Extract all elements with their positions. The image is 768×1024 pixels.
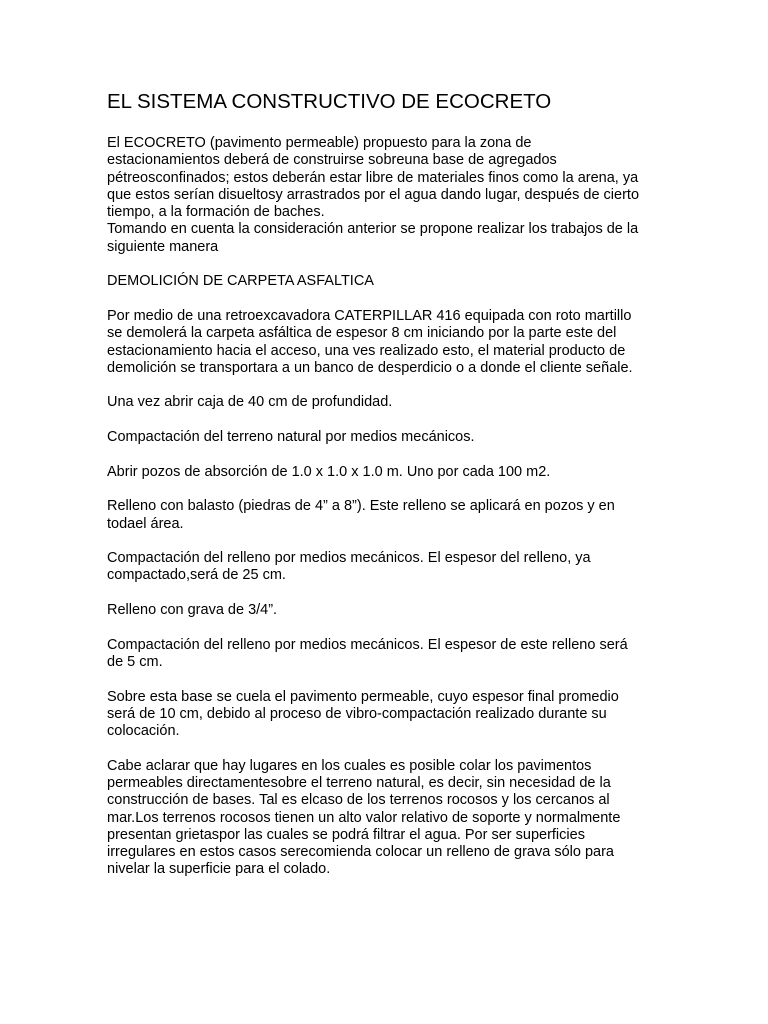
text-line: DEMOLICIÓN DE CARPETA ASFALTICA bbox=[107, 273, 374, 290]
document-title: EL SISTEMA CONSTRUCTIVO DE ECOCRETO bbox=[107, 90, 552, 113]
text-line: estacionamiento hacia el acceso, una ves realizado esto, el material producto de bbox=[107, 342, 626, 359]
text-line: construcción de bases. Tal es elcaso de los terrenos rocosos y los cercanos al bbox=[107, 792, 610, 809]
text-line: Relleno con balasto (piedras de 4” a 8”). Este relleno se aplicará en pozos y en bbox=[107, 498, 615, 515]
paragraph bbox=[107, 464, 667, 481]
paragraph bbox=[107, 273, 667, 290]
text-line: Tomando en cuenta la consideración anterior se propone realizar los trabajos de la bbox=[107, 221, 639, 238]
text-line: Compactación del relleno por medios mecánicos. El espesor del relleno, ya bbox=[107, 550, 591, 567]
text-line: demolición se transportara a un banco de desperdicio o a donde el cliente señale. bbox=[107, 359, 633, 376]
text-line: pétreosconfinados; estos deberán estar libre de materiales finos como la arena, ya bbox=[107, 169, 639, 186]
text-line: compactado,será de 25 cm. bbox=[107, 567, 286, 584]
text-line: todael área. bbox=[107, 515, 184, 532]
text-line: presentan grietaspor las cuales se podrá filtrar el agua. Por ser superficies bbox=[107, 826, 585, 843]
paragraph bbox=[107, 758, 667, 879]
text-line: El ECOCRETO (pavimento permeable) propuesto para la zona de bbox=[107, 135, 532, 151]
text-line: Una vez abrir caja de 40 cm de profundidad. bbox=[107, 394, 393, 411]
paragraph bbox=[107, 429, 667, 446]
text-line: Sobre esta base se cuela el pavimento permeable, cuyo espesor final promedio bbox=[107, 688, 619, 705]
text-line: irregulares en estos casos serecomienda colocar un relleno de grava sólo para bbox=[107, 844, 614, 861]
text-line: Por medio de una retroexcavadora CATERPILLAR 416 equipada con roto martillo bbox=[107, 307, 632, 324]
paragraph-list bbox=[107, 135, 667, 879]
text-line: se demolerá la carpeta asfáltica de espesor 8 cm iniciando por la parte este del bbox=[107, 325, 617, 342]
paragraph bbox=[107, 308, 667, 377]
text-line: Relleno con grava de 3/4”. bbox=[107, 602, 278, 619]
text-line: nivelar la superficie para el colado. bbox=[107, 861, 331, 878]
paragraph bbox=[107, 637, 667, 672]
paragraph bbox=[107, 602, 667, 619]
paragraph bbox=[107, 394, 667, 411]
paragraph bbox=[107, 135, 667, 256]
text-line: tiempo, a la formación de baches. bbox=[107, 204, 325, 221]
text-line: permeables directamentesobre el terreno natural, es decir, sin necesidad de la bbox=[107, 774, 611, 791]
text-line: que estos serían disueltosy arrastrados por el agua dando lugar, después de cierto bbox=[107, 186, 640, 203]
text-line: Cabe aclarar que hay lugares en los cuales es posible colar los pavimentos bbox=[107, 757, 592, 774]
paragraph bbox=[107, 689, 667, 741]
text-line: estacionamientos deberá de construirse sobreuna base de agregados bbox=[107, 152, 557, 169]
text-line: siguiente manera bbox=[107, 238, 219, 255]
text-line: mar.Los terrenos rocosos tienen un alto valor relativo de soporte y normalmente bbox=[107, 809, 621, 826]
text-line: Abrir pozos de absorción de 1.0 x 1.0 x 1.0 m. Uno por cada 100 m2. bbox=[107, 463, 551, 480]
text-line: será de 10 cm, debido al proceso de vibro-compactación realizado durante su bbox=[107, 705, 607, 722]
text-line: Compactación del relleno por medios mecánicos. El espesor de este relleno será bbox=[107, 636, 628, 653]
paragraph bbox=[107, 550, 667, 585]
text-line: de 5 cm. bbox=[107, 653, 163, 670]
paragraph bbox=[107, 498, 667, 533]
document-body bbox=[107, 90, 667, 896]
text-line: colocación. bbox=[107, 723, 180, 740]
text-line: Compactación del terreno natural por medios mecánicos. bbox=[107, 429, 475, 446]
